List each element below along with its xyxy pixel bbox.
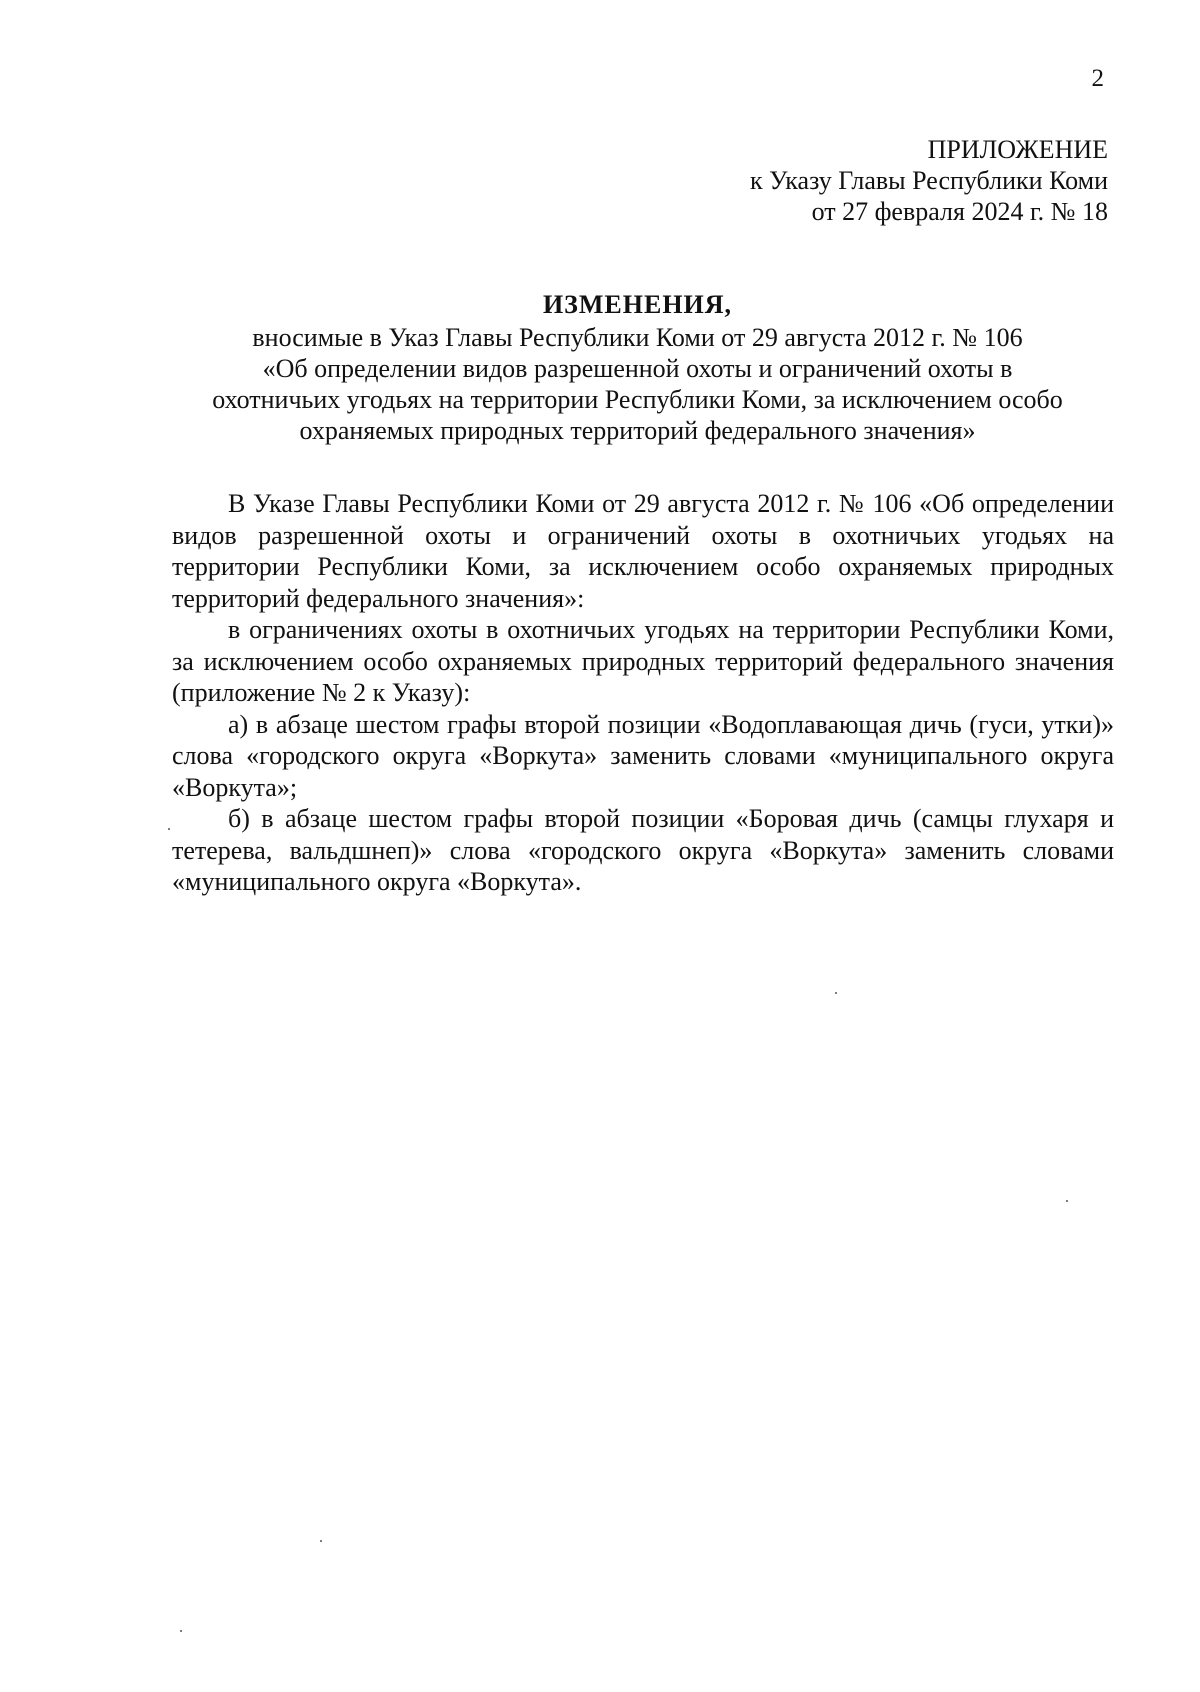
body-paragraph-intro: В Указе Главы Республики Коми от 29 августа 2012 г. № 106 «Об определении видов разрешенной охоты и ограничений охоты в охотничьих угодьях на территории Республики Коми, за исключением особо охраняемых природных территорий федерального значения»: xyxy=(172,489,1114,613)
page-number: 2 xyxy=(1091,65,1104,92)
heading-line: вносимые в Указ Главы Республики Коми от 29 августа 2012 г. № 106 xyxy=(252,323,1023,352)
appendix-block xyxy=(750,134,1108,227)
heading-title: ИЗМЕНЕНИЯ, xyxy=(542,290,733,319)
scan-speck xyxy=(1066,1200,1068,1202)
body-paragraph-item-a: а) в абзаце шестом графы второй позиции «Водоплавающая дичь (гуси, утки)» слова «городского округа «Воркута» заменить словами «муниципального округа «Воркута»; xyxy=(172,709,1114,802)
body-paragraph-item-b: б) в абзаце шестом графы второй позиции «Боровая дичь (самцы глухаря и тетерева, вальдшнеп)» слова «городского округа «Воркута» заменить словами «муниципального округа «Воркута». xyxy=(172,804,1114,896)
heading-line: охотничьих угодьях на территории Республики Коми, за исключением особо xyxy=(212,385,1063,414)
scan-speck xyxy=(320,1540,322,1542)
appendix-title: ПРИЛОЖЕНИЕ xyxy=(927,135,1108,164)
scan-speck xyxy=(180,1630,182,1632)
body-paragraph-restrictions: в ограничениях охоты в охотничьих угодьях на территории Республики Коми, за исключением особо охраняемых природных территорий федерального значения (приложение № 2 к Указу): xyxy=(172,615,1114,707)
document-heading xyxy=(155,289,1120,446)
appendix-decree-reference: к Указу Главы Республики Коми xyxy=(750,166,1108,195)
document-body xyxy=(172,488,1114,898)
appendix-decree-date: от 27 февраля 2024 г. № 18 xyxy=(811,197,1108,226)
heading-line: охраняемых природных территорий федерального значения» xyxy=(299,416,976,445)
scan-speck xyxy=(835,992,837,994)
heading-line: «Об определении видов разрешенной охоты и ограничений охоты в xyxy=(262,354,1013,383)
scan-speck xyxy=(168,828,170,830)
